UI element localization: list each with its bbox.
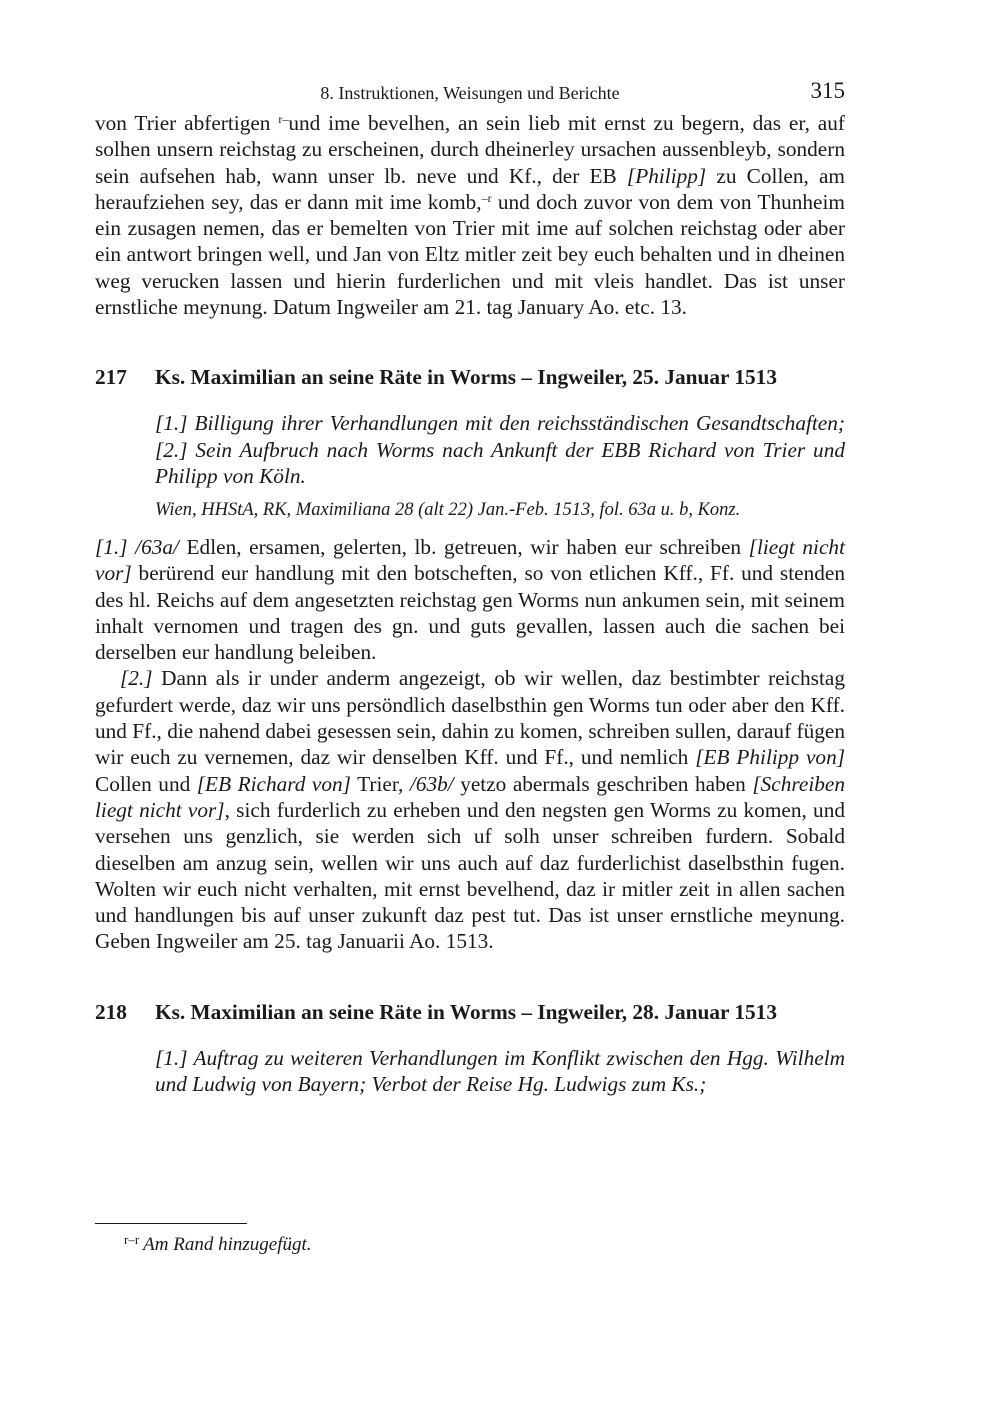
source-note-217: Wien, HHStA, RK, Maximiliana 28 (alt 22) Jan.-Feb. 1513, fol. 63a u. b, Konz.	[155, 499, 741, 520]
text-run: und ime bevelhen, an sein lieb mit ernst zu begern, das er, auf solhen unsern reichstag zu erscheinen, durch dheinerley ursachen aussenbleyb, sondern sein aufsehen hab, wann unser lb. neve und Kf., der EB	[95, 111, 845, 188]
page	[95, 78, 845, 1097]
page-number: 315	[810, 78, 845, 103]
running-title: 8. Instruktionen, Weisungen und Berichte	[320, 83, 620, 103]
document-number: 217	[95, 365, 127, 390]
document-title: Ks. Maximilian an seine Räte in Worms – Ingweiler, 28. Januar 1513	[155, 999, 777, 1024]
document-title: Ks. Maximilian an seine Räte in Worms – Ingweiler, 25. Januar 1513	[155, 365, 777, 390]
text-run: berürend eur handlung mit den botscheften, so von etlichen Kff., Ff. und stenden des hl. Reichs auf dem angesetzten reichstag gen Worms nun ankumen sein, mit seinem inhalt vernomen und tragen des gn. und guts gevallen, lassen auch die sachen bei derselben eur handlung beleiben.	[95, 561, 845, 665]
document-heading-218	[95, 999, 845, 1025]
document-number: 218	[95, 999, 127, 1024]
footnote-mark: r–r	[124, 1232, 140, 1247]
note-mark-close: –r	[481, 190, 492, 205]
text-run: von Trier abfertigen	[95, 111, 279, 135]
editorial-insertion: [Schreiben liegt nicht vor]	[95, 771, 845, 822]
text-run: Dann als ir under anderm angezeigt, ob wir wellen, daz bestimbter reichstag gefurdert werde, daz wir uns persöndlich daselbsthin gen Worms tun oder aber den Kff. und Ff., die nahend dabei gesessen sein, dahin zu komen, schreiben sullen, darauf fügen wir euch zu vernemen, daz wir denselben Kff. und Ff., und nemlich	[95, 666, 845, 770]
running-head	[95, 78, 845, 110]
text-run: Trier,	[350, 771, 410, 796]
text-run: und doch zuvor von dem von Thunheim ein zusagen nemen, das er bemelten von Trier mit ime auf solchen reichstag oder aber ein antwort bringen well, und Jan von Eltz mitler zeit bey euch behalten und in dheinen weg verucken lassen und hierin furderlichen und mit vleis handlet. Das ist unser ernstliche meynung. Datum Ingweiler am 21. tag January Ao. etc. 13.	[95, 189, 845, 320]
text-run: Collen und	[95, 771, 197, 796]
footnote-rule	[95, 1223, 247, 1224]
text-run: Edlen, ersamen, gelerten, lb. getreuen, wir haben eur schreiben	[178, 534, 749, 559]
text-run: zu Collen, am heraufziehen sey, das er dann mit ime komb,	[95, 163, 845, 214]
paragraph-2	[95, 665, 845, 954]
continuation-paragraph	[95, 110, 845, 320]
text-run: , sich furderlich zu erheben und den negsten gen Worms zu komen, und versehen uns genzlich, sie werden sich uf solh unser schreiben furdern. Sobald dieselben am anzug sein, wellen wir uns auch auf daz furderlichist daselbsthin fugen. Wolten wir euch nicht verhalten, mit ernst bevelhend, daz ir mitler zeit in allen sachen und handlungen bis auf unser zukunft daz pest tut. Das ist unser ernstliche meynung. Geben Ingweiler am 25. tag Januarii Ao. 1513.	[95, 797, 845, 954]
regest-218: [1.] Auftrag zu weiteren Verhandlungen im Konflikt zwischen den Hgg. Wilhelm und Ludwig von Bayern; Verbot der Reise Hg. Ludwigs zum Ks.;	[155, 1045, 845, 1096]
editorial-insertion: [liegt nicht vor]	[95, 534, 845, 586]
paragraph-1	[95, 534, 845, 665]
footnote-text: Am Rand hinzugefügt.	[143, 1234, 312, 1255]
section-marker: [2.]	[120, 666, 153, 691]
section-marker: [1.] /63a/	[95, 534, 179, 559]
editorial-insertion: [EB Richard von]	[196, 771, 351, 796]
note-mark-open: r–	[278, 112, 289, 126]
continuation-text	[95, 110, 845, 320]
folio-marker: /63b/	[409, 771, 454, 796]
footnote	[124, 1228, 312, 1257]
editorial-insertion: [Philipp]	[626, 163, 707, 188]
text-run: yetzo abermals geschriben haben	[453, 771, 753, 796]
regest-217: [1.] Billigung ihrer Verhandlungen mit den reichsständischen Gesandtschaften; [2.] Sein Aufbruch nach Worms nach Ankunft der EBB Richard von Trier und Philipp von Köln.	[155, 411, 845, 488]
editorial-insertion: [EB Philipp von]	[695, 745, 846, 770]
document-heading-217	[95, 364, 845, 390]
document-text-217	[95, 534, 845, 955]
